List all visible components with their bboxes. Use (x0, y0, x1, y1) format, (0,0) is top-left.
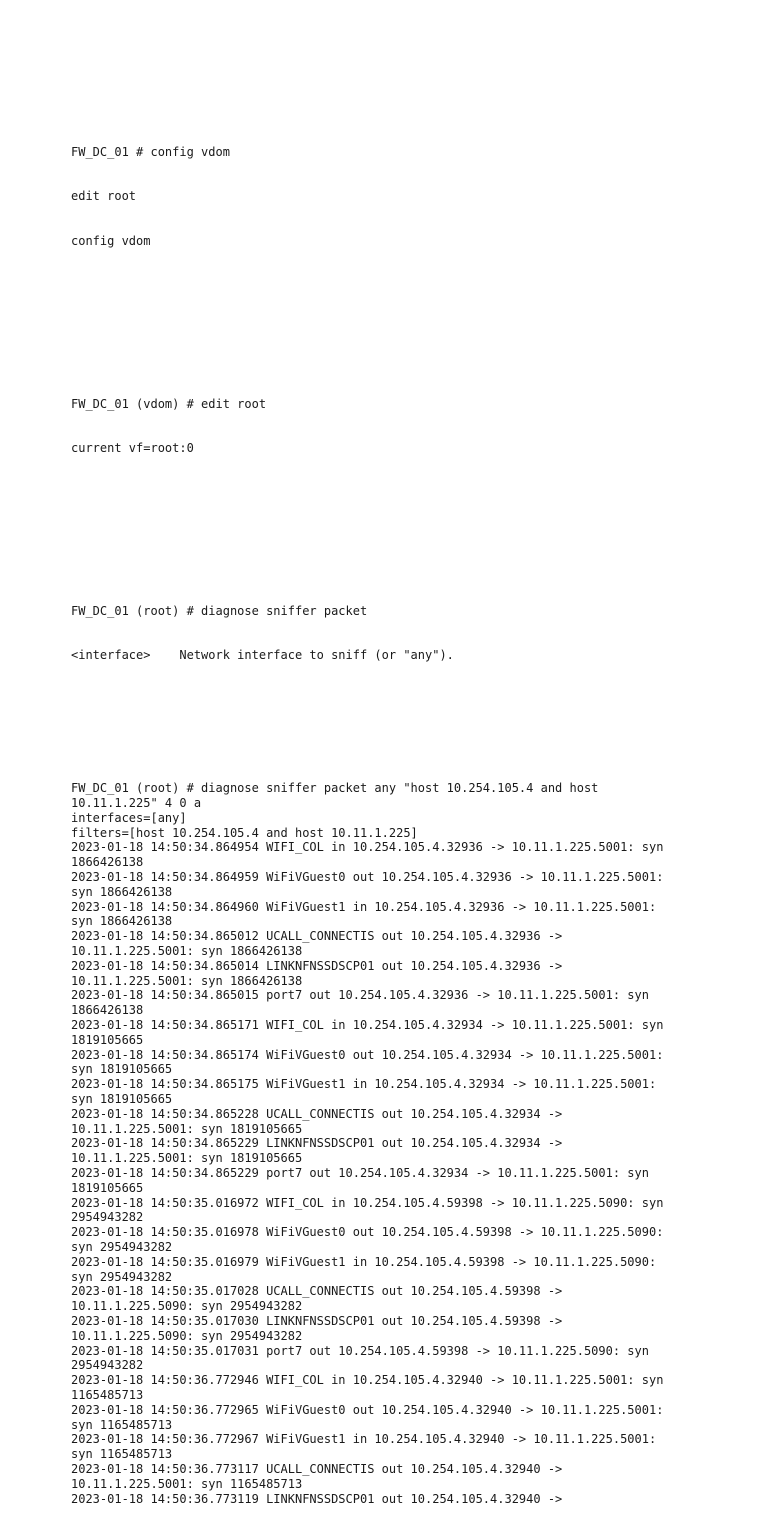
line: syn 1866426138 (71, 914, 173, 929)
line: FW_DC_01 (root) # diagnose sniffer packet any "host 10.254.105.4 and host (71, 781, 599, 796)
line: current vf=root:0 (71, 440, 194, 455)
line: 2023-01-18 14:50:35.017028 UCALL_CONNECTIS out 10.254.105.4.59398 -> (71, 1284, 563, 1299)
line: syn 1819105665 (71, 1091, 173, 1106)
line: filters=[host 10.254.105.4 and host 10.11.1.225] (71, 825, 418, 840)
line: 1866426138 (71, 855, 144, 870)
line: 2023-01-18 14:50:34.865015 port7 out 10.254.105.4.32936 -> 10.11.1.225.5001: syn (71, 988, 649, 1003)
line: syn 1866426138 (71, 884, 173, 899)
line: 10.11.1.225.5001: syn 1866426138 (71, 973, 303, 988)
line: 2023-01-18 14:50:34.865175 WiFiVGuest1 in 10.254.105.4.32934 -> 10.11.1.225.5001: (71, 1077, 657, 1092)
line: 2023-01-18 14:50:36.772946 WIFI_COL in 10.254.105.4.32940 -> 10.11.1.225.5001: syn (71, 1373, 664, 1388)
line: 2023-01-18 14:50:35.017031 port7 out 10.254.105.4.59398 -> 10.11.1.225.5090: syn (71, 1343, 649, 1358)
line: interfaces=[any] (71, 810, 187, 825)
line: 10.11.1.225.5001: syn 1165485713 (71, 1476, 303, 1491)
line: syn 1165485713 (71, 1447, 173, 1462)
blank-line (71, 722, 728, 737)
line: syn 1165485713 (71, 1417, 173, 1432)
line: 2023-01-18 14:50:34.864954 WIFI_COL in 10.254.105.4.32936 -> 10.11.1.225.5001: syn (71, 840, 664, 855)
line: 10.11.1.225.5001: syn 1819105665 (71, 1151, 303, 1166)
line: 2023-01-18 14:50:35.016979 WiFiVGuest1 in 10.254.105.4.59398 -> 10.11.1.225.5090: (71, 1254, 657, 1269)
line: 10.11.1.225.5090: syn 2954943282 (71, 1328, 303, 1343)
line: 2023-01-18 14:50:34.864960 WiFiVGuest1 in 10.254.105.4.32936 -> 10.11.1.225.5001: (71, 899, 657, 914)
line: 10.11.1.225.5001: syn 1866426138 (71, 944, 303, 959)
line: 2023-01-18 14:50:34.865174 WiFiVGuest0 out 10.254.105.4.32934 -> 10.11.1.225.5001: (71, 1047, 664, 1062)
line: FW_DC_01 (vdom) # edit root (71, 396, 267, 411)
line: 2954943282 (71, 1358, 144, 1373)
line: 1819105665 (71, 1180, 144, 1195)
line: 2023-01-18 14:50:35.016972 WIFI_COL in 10.254.105.4.59398 -> 10.11.1.225.5090: syn (71, 1195, 664, 1210)
line: syn 1819105665 (71, 1062, 173, 1077)
line: 2023-01-18 14:50:34.865171 WIFI_COL in 10.254.105.4.32934 -> 10.11.1.225.5001: syn (71, 1018, 664, 1032)
line: FW_DC_01 # config vdom (71, 144, 230, 159)
line: 1819105665 (71, 1032, 144, 1047)
line: 2023-01-18 14:50:34.865012 UCALL_CONNECTIS out 10.254.105.4.32936 -> (71, 929, 563, 944)
line: 2023-01-18 14:50:34.865229 port7 out 10.254.105.4.32934 -> 10.11.1.225.5001: syn (71, 1165, 649, 1180)
line: 2954943282 (71, 1210, 144, 1225)
line: 10.11.1.225" 4 0 a (71, 796, 202, 811)
line: 2023-01-18 14:50:36.773117 UCALL_CONNECTIS out 10.254.105.4.32940 -> (71, 1461, 563, 1476)
block-config-vdom (71, 115, 728, 278)
line: 2023-01-18 14:50:34.865228 UCALL_CONNECTIS out 10.254.105.4.32934 -> (71, 1106, 563, 1121)
line: syn 2954943282 (71, 1239, 173, 1254)
block-edit-root (71, 367, 728, 485)
block-sniffer-output (71, 781, 728, 1506)
line: 2023-01-18 14:50:34.865229 LINKNFNSSDSCP01 out 10.254.105.4.32934 -> (71, 1136, 563, 1151)
line: 2023-01-18 14:50:36.772967 WiFiVGuest1 in 10.254.105.4.32940 -> 10.11.1.225.5001: (71, 1432, 657, 1447)
line: 10.11.1.225.5001: syn 1819105665 (71, 1121, 303, 1136)
line: 2023-01-18 14:50:34.865014 LINKNFNSSDSCP01 out 10.254.105.4.32936 -> (71, 958, 563, 973)
blank-line (71, 308, 728, 323)
line: 2023-01-18 14:50:36.772965 WiFiVGuest0 out 10.254.105.4.32940 -> 10.11.1.225.5001: (71, 1402, 664, 1417)
line: 2023-01-18 14:50:35.017030 LINKNFNSSDSCP01 out 10.254.105.4.59398 -> (71, 1313, 563, 1328)
line: 10.11.1.225.5090: syn 2954943282 (71, 1299, 303, 1314)
line: config vdom (71, 233, 151, 248)
line: 2023-01-18 14:50:36.773119 LINKNFNSSDSCP01 out 10.254.105.4.32940 -> (71, 1491, 563, 1506)
blank-line (71, 515, 728, 530)
line: 2023-01-18 14:50:34.864959 WiFiVGuest0 out 10.254.105.4.32936 -> 10.11.1.225.5001: (71, 870, 664, 885)
line: 2023-01-18 14:50:35.016978 WiFiVGuest0 out 10.254.105.4.59398 -> 10.11.1.225.5090: (71, 1225, 664, 1240)
terminal-output (71, 71, 728, 1536)
line: 1165485713 (71, 1387, 144, 1402)
line: <interface> Network interface to sniff (or "any"). (71, 648, 454, 663)
block-sniffer-help (71, 574, 728, 692)
line: syn 2954943282 (71, 1269, 173, 1284)
line: edit root (71, 189, 137, 204)
line: FW_DC_01 (root) # diagnose sniffer packet (71, 603, 368, 618)
line: 1866426138 (71, 1003, 144, 1018)
